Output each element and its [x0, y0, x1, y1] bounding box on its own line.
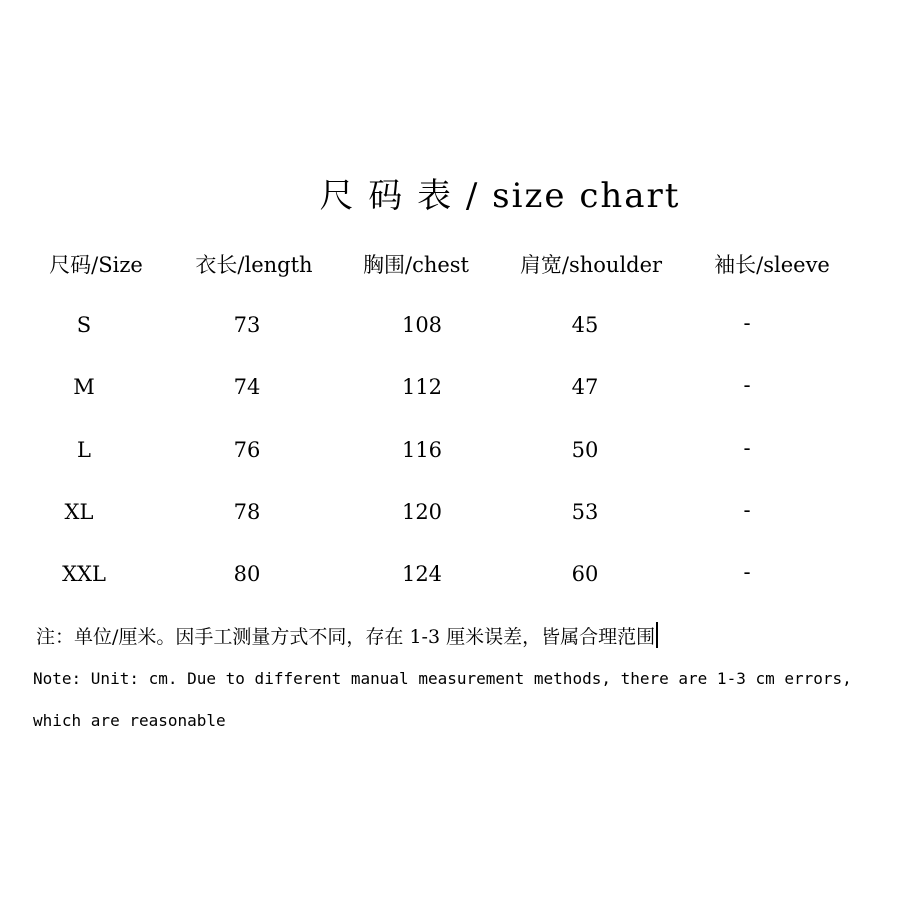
cell-length: 76 [233, 438, 261, 462]
cell-sleeve: - [743, 436, 751, 460]
cell-length: 73 [233, 313, 261, 337]
cell-sleeve: - [743, 560, 751, 584]
cell-length: 78 [233, 500, 261, 524]
note-english-line-2: which are reasonable [33, 711, 226, 730]
header-size: 尺码/Size [49, 253, 143, 277]
cell-length: 80 [233, 562, 261, 586]
cell-shoulder: 53 [571, 500, 599, 524]
cell-size: M [73, 375, 95, 399]
cell-chest: 116 [401, 438, 443, 462]
cell-chest: 120 [401, 500, 443, 524]
header-chest: 胸围/chest [362, 253, 470, 277]
note-english-line-1: Note: Unit: cm. Due to different manual measurement methods, there are 1-3 cm errors, [33, 669, 852, 688]
cell-shoulder: 60 [571, 562, 599, 586]
cell-chest: 124 [401, 562, 443, 586]
cell-size: XL [64, 500, 94, 524]
header-length: 衣长/length [195, 253, 313, 277]
cell-size: XXL [62, 562, 106, 586]
cell-shoulder: 50 [571, 438, 599, 462]
page-title: 尺 码 表 / size chart [319, 176, 681, 216]
cell-chest: 112 [401, 375, 443, 399]
cell-chest: 108 [401, 313, 443, 337]
text-cursor [656, 622, 658, 648]
note-chinese [36, 622, 658, 649]
cell-shoulder: 45 [571, 313, 599, 337]
cell-shoulder: 47 [571, 375, 599, 399]
cell-size: L [77, 438, 91, 462]
header-sleeve: 袖长/sleeve [714, 253, 830, 277]
cell-sleeve: - [743, 373, 751, 397]
note-chinese-text: 注：单位/厘米。因手工测量方式不同，存在 1-3 厘米误差，皆属合理范围 [36, 626, 656, 648]
cell-size: S [76, 313, 92, 337]
cell-sleeve: - [743, 498, 751, 522]
cell-sleeve: - [743, 311, 751, 335]
header-shoulder: 肩宽/shoulder [519, 253, 663, 277]
cell-length: 74 [233, 375, 261, 399]
